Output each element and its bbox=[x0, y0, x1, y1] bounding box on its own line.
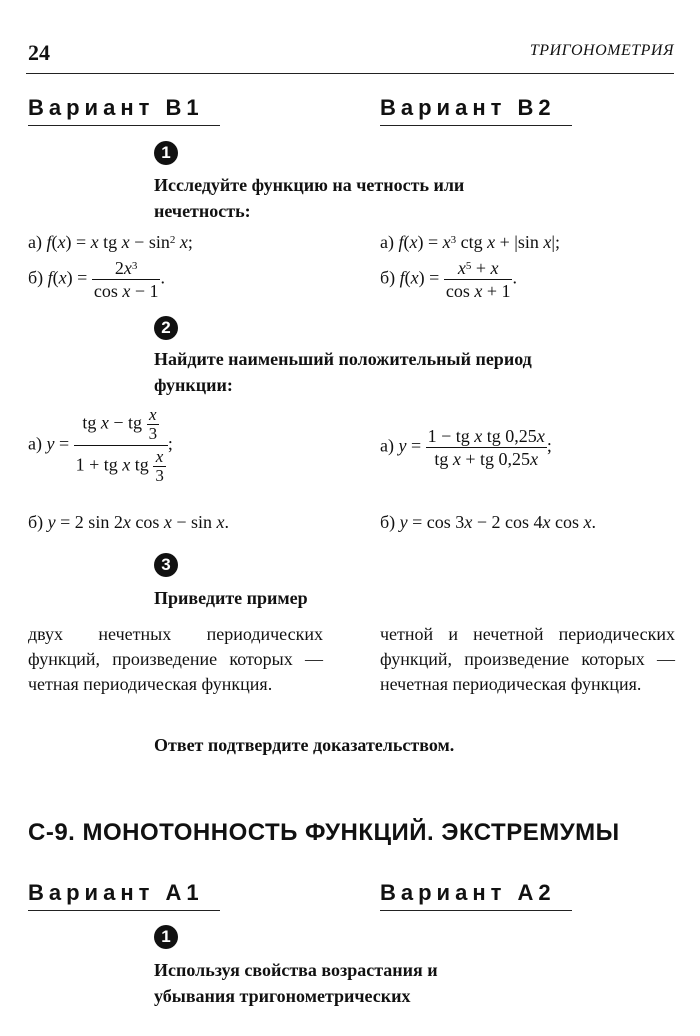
item-prefix: б) bbox=[28, 512, 44, 532]
task-4-text: Используя свойства возрастания и убывания тригонометрических bbox=[154, 960, 438, 1006]
task-3-title: Приведите пример bbox=[154, 588, 308, 608]
task-1-b1-b: б) f(x) = $\frac{2x^3}{\text{cos x − 1}}$ . bbox=[28, 258, 165, 301]
task-1-number-icon: 1 bbox=[154, 141, 178, 165]
item-prefix: б) bbox=[28, 267, 44, 288]
task-1-text: Исследуйте функцию на четность или нечетность: bbox=[154, 175, 465, 221]
variant-a2-heading: Вариант А2 bbox=[380, 880, 572, 911]
task-3-number-icon: 3 bbox=[154, 553, 178, 577]
task-2-b1-b: б) y = 2 sin 2x cos x − sin x. bbox=[28, 512, 229, 532]
task-1-b2-b: б) f(x) = $\frac{x^5 + x}{\text{cos x + 1}}$ . bbox=[380, 258, 517, 301]
page-number: 24 bbox=[28, 40, 50, 65]
item-prefix: а) bbox=[28, 232, 42, 252]
task-3-footer: Ответ подтвердите доказательством. bbox=[154, 735, 455, 755]
task-3-left-text: двух нечетных периодических функций, произведение которых — четная периодическая функция. bbox=[28, 624, 323, 694]
task-2-b2-a: а) y = $\frac{\text{1 − tg x tg 0,25x}}{\text{tg x + tg 0,25x}}$ ; bbox=[380, 426, 552, 469]
item-prefix: а) bbox=[380, 435, 394, 456]
running-title: ТРИГОНОМЕТРИЯ bbox=[529, 42, 674, 59]
variant-a1-heading: Вариант А1 bbox=[28, 880, 220, 911]
item-prefix: б) bbox=[380, 267, 396, 288]
task-4-number-icon: 1 bbox=[154, 925, 178, 949]
item-prefix: а) bbox=[380, 232, 394, 252]
variant-b1-heading: Вариант В1 bbox=[28, 95, 220, 126]
item-prefix: б) bbox=[380, 512, 396, 532]
task-2-number-icon: 2 bbox=[154, 316, 178, 340]
task-2-b2-b: б) y = cos 3x − 2 cos 4x cos x. bbox=[380, 512, 596, 532]
variant-b2-heading: Вариант В2 bbox=[380, 95, 572, 126]
item-prefix: а) bbox=[28, 433, 42, 454]
task-1-b1-a: а) f(x) = x tg $x - \sin^2 x$; bbox=[28, 232, 193, 252]
header-rule bbox=[26, 73, 674, 74]
section-title: С-9. МОНОТОННОСТЬ ФУНКЦИЙ. ЭКСТРЕМУМЫ bbox=[28, 819, 620, 846]
task-2-b1-a: а) y = tg x − tg $\frac{x}{3}$ 1 + tg x tg $\frac{x}{3}$ ; bbox=[28, 405, 173, 485]
task-3-right-text: четной и нечетной периодических функций, произведение которых — нечетная периодическая функция. bbox=[380, 624, 675, 694]
task-1-b2-a: а) $f(x) = x^3$ ctg x + |sin x|; bbox=[380, 232, 561, 252]
task-2-text: Найдите наименьший положительный период функции: bbox=[154, 349, 532, 395]
